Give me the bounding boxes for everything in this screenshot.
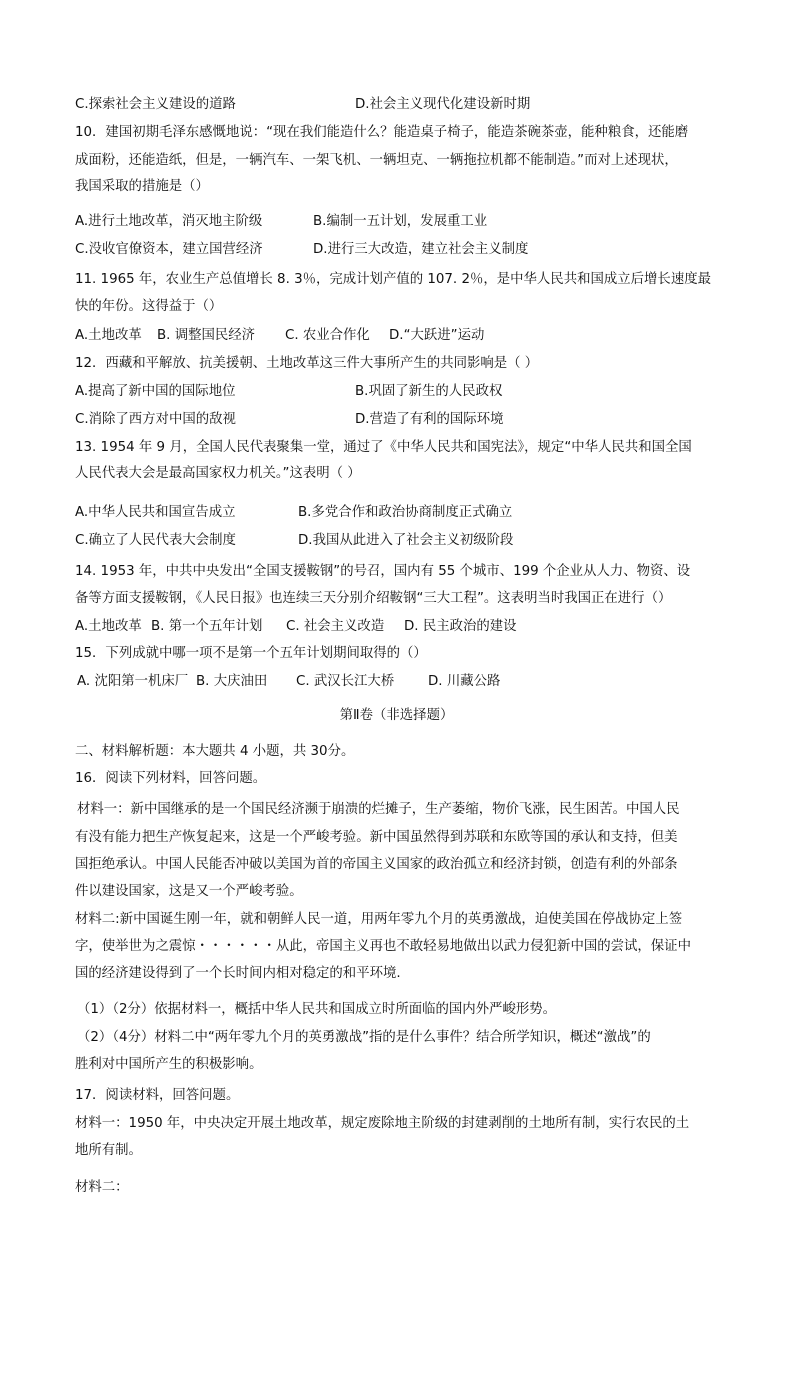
q12-option-b: B.巩固了新生的人民政权 <box>355 384 503 399</box>
q15-option-c: C. 武汉长江大桥 <box>296 674 395 689</box>
q17-material1-line-1: 材料一：1950 年，中央决定开展土地改革，规定废除地主阶级的封建剥削的土地所有制，实行农民的土 <box>75 1116 690 1131</box>
q11-stem-line-2: 快的年份。这得益于（） <box>75 299 223 314</box>
q11-option-c: C. 农业合作化 <box>285 328 370 343</box>
q12-option-d: D.营造了有利的国际环境 <box>355 412 504 427</box>
q10-option-a: A.进行土地改革，消灭地主阶级 <box>75 214 263 229</box>
q14-stem-line-2: 备等方面支援鞍钢，《人民日报》也连续三天分别介绍鞍钢“三大工程”。这表明当时我国正在进行（） <box>75 591 672 606</box>
q13-option-a: A.中华人民共和国宣告成立 <box>75 505 236 520</box>
q9-option-c: C.探索社会主义建设的道路 <box>75 97 236 112</box>
q10-stem-line-1: 10．建国初期毛泽东感慨地说：“现在我们能造什么？能造桌子椅子，能造茶碗茶壶，能种粮食，还能磨 <box>75 125 689 140</box>
q16-material2-line-2: 字，使举世为之震惊・・・・・・从此，帝国主义再也不敢轻易地做出以武力侵犯新中国的尝试，保证中 <box>75 939 691 954</box>
q11-option-a: A.土地改革 <box>75 328 142 343</box>
q9-option-d: D.社会主义现代化建设新时期 <box>355 97 531 112</box>
q16-stem: 16．阅读下列材料，回答问题。 <box>75 771 267 786</box>
q16-material1-line-3: 国拒绝承认。中国人民能否冲破以美国为首的帝国主义国家的政治孤立和经济封锁，创造有利的外部条 <box>75 857 678 872</box>
q14-option-b: B. 第一个五年计划 <box>151 619 263 634</box>
q15-option-b: B. 大庆油田 <box>196 674 268 689</box>
q12-option-a: A.提高了新中国的国际地位 <box>75 384 236 399</box>
q16-material1-line-4: 件以建设国家，这是又一个严峻考验。 <box>75 884 303 899</box>
q11-option-d: D.“大跃进”运动 <box>389 328 485 343</box>
q10-option-b: B.编制一五计划，发展重工业 <box>313 214 488 229</box>
q17-material2-label: 材料二： <box>75 1180 129 1195</box>
q14-stem-line-1: 14. 1953 年，中共中央发出“全国支援鞍钢”的号召，国内有 55 个城市、199 个企业从人力、物资、设 <box>75 564 691 579</box>
section-2-title: 第Ⅱ卷（非选择题） <box>339 708 454 723</box>
q14-option-a: A.土地改革 <box>75 619 142 634</box>
q10-stem-line-2: 成面粉，还能造纸，但是，一辆汽车、一架飞机、一辆坦克、一辆拖拉机都不能制造。”而对上述现状， <box>75 153 678 168</box>
q15-stem: 15．下列成就中哪一项不是第一个五年计划期间取得的（） <box>75 646 427 661</box>
q16-material1-line-2: 有没有能力把生产恢复起来，这是一个严峻考验。新中国虽然得到苏联和东欧等国的承认和支持，但美 <box>75 830 678 845</box>
q10-option-d: D.进行三大改造，建立社会主义制度 <box>313 242 529 257</box>
q15-option-a: A. 沈阳第一机床厂 <box>77 674 189 689</box>
q11-option-b: B. 调整国民经济 <box>157 328 256 343</box>
q13-option-d: D.我国从此进入了社会主义初级阶段 <box>298 533 514 548</box>
q16-material1-line-1: 材料一：新中国继承的是一个国民经济濒于崩溃的烂摊子，生产萎缩，物价飞涨，民生困苦。中国人民 <box>77 802 680 817</box>
q11-stem-line-1: 11. 1965 年，农业生产总值增长 8. 3％，完成计划产值的 107. 2％，是中华人民共和国成立后增长速度最 <box>75 272 711 287</box>
q12-stem: 12．西藏和平解放、抗美援朝、土地改革这三件大事所产生的共同影响是（ ） <box>75 356 539 371</box>
q12-option-c: C.消除了西方对中国的敌视 <box>75 412 236 427</box>
q16-sub-question-1: （1）（2分）依据材料一，概括中华人民共和国成立时所面临的国内外严峻形势。 <box>77 1002 557 1017</box>
q10-option-c: C.没收官僚资本，建立国营经济 <box>75 242 263 257</box>
q14-option-d: D. 民主政治的建设 <box>404 619 517 634</box>
q17-stem: 17．阅读材料，回答问题。 <box>75 1088 240 1103</box>
q16-material2-line-3: 国的经济建设得到了一个长时间内相对稳定的和平环境. <box>75 966 401 981</box>
q13-option-c: C.确立了人民代表大会制度 <box>75 533 236 548</box>
q16-sub-question-2-line-1: （2）（4分）材料二中“两年零九个月的英勇激战”指的是什么事件？结合所学知识，概述“激战”的 <box>77 1030 651 1045</box>
part-2-heading: 二、材料解析题：本大题共 4 小题，共 30分。 <box>75 744 355 759</box>
q15-option-d: D. 川藏公路 <box>428 674 501 689</box>
q16-sub-question-2-line-2: 胜利对中国所产生的积极影响。 <box>75 1057 263 1072</box>
q13-stem-line-1: 13. 1954 年 9 月，全国人民代表聚集一堂，通过了《中华人民共和国宪法》，规定“中华人民共和国全国 <box>75 440 692 455</box>
q13-stem-line-2: 人民代表大会是最高国家权力机关。”这表明（ ） <box>75 466 361 481</box>
q17-material1-line-2: 地所有制。 <box>75 1143 142 1158</box>
q10-stem-line-3: 我国采取的措施是（） <box>75 179 209 194</box>
q14-option-c: C. 社会主义改造 <box>286 619 385 634</box>
q16-material2-line-1: 材料二:新中国诞生刚一年，就和朝鲜人民一道，用两年零九个月的英勇激战，迫使美国在停战协定上签 <box>75 912 683 927</box>
q13-option-b: B.多党合作和政治协商制度正式确立 <box>298 505 513 520</box>
